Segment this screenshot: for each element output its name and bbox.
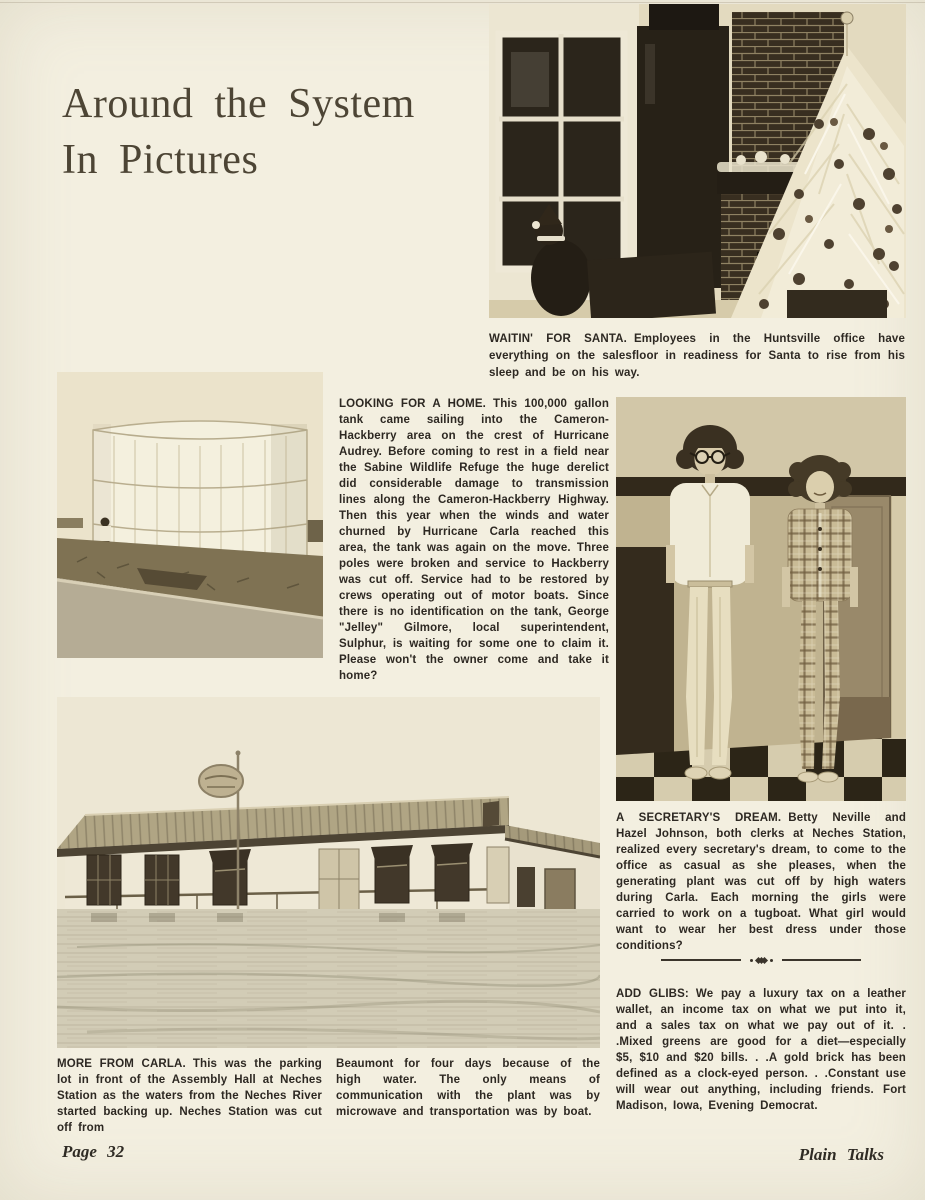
photo-storage-tank bbox=[57, 372, 323, 658]
rocking-chair bbox=[587, 252, 716, 318]
page-number: Page 32 bbox=[62, 1142, 125, 1161]
caption-body: Beaumont for four days because of the high water. The only means of communication with the plant was by microwave and transportation was by boat. bbox=[336, 1058, 600, 1118]
caption-lead: A SECRETARY'S DREAM. bbox=[616, 812, 782, 824]
horizon-left bbox=[57, 518, 83, 528]
divider-ornament bbox=[746, 958, 777, 963]
page-title-line2: In Pictures bbox=[62, 137, 259, 184]
caption-secretarys-dream bbox=[616, 810, 906, 954]
publication-name: Plain Talks bbox=[798, 1145, 884, 1164]
file-cabinet bbox=[616, 547, 674, 759]
divider-line bbox=[661, 959, 741, 961]
photo-christmas-display bbox=[489, 4, 906, 318]
divider-dot bbox=[750, 959, 753, 962]
caption-looking-for-a-home bbox=[339, 396, 609, 684]
caption-body: We pay a luxury tax on a leather wallet, an income tax on what we put into it, and a sales tax on what we pay out of it. . .Mixed greens are good for a diet—especially $5, $10 and $20 bills. . .A gold brick has been defined as a clock-eyed person. . .Constant use will wear out anything, including friends. Fort Madison, Iowa, Evening Democrat. bbox=[616, 988, 906, 1112]
photo-two-clerks bbox=[616, 397, 906, 801]
caption-body: Betty Neville and Hazel Johnson, both clerks at Neches Station, realized every secretary's dream, to come to the office as casual as she pleases, when the generating plant was cut off by high waters during Carla. Each morning the girls were carried to work on a tugboat. What girl would want to wear her best dress under those conditions? bbox=[616, 812, 906, 952]
caption-waitin-for-santa bbox=[489, 331, 905, 382]
caption-body: Employees in the Huntsville office have everything on the salesfloor in readiness for Santa to rise from his sleep and be on his way. bbox=[489, 333, 905, 379]
dark-cabinet bbox=[637, 4, 729, 288]
scan-artifact-line bbox=[0, 2, 925, 3]
upper-wall bbox=[616, 397, 906, 477]
caption-add-glibs bbox=[616, 986, 906, 1114]
caption-lead: MORE FROM CARLA. bbox=[57, 1058, 186, 1070]
caption-more-from-carla-col2 bbox=[336, 1056, 600, 1120]
photo-flooded-station bbox=[57, 697, 600, 1048]
caption-lead: ADD GLIBS: bbox=[616, 988, 689, 1000]
page-title-line1: Around the System bbox=[62, 81, 415, 128]
wall-band bbox=[616, 477, 906, 496]
caption-lead: WAITIN' FOR SANTA. bbox=[489, 333, 627, 345]
divider-dot bbox=[770, 959, 773, 962]
flood-water bbox=[57, 909, 600, 1048]
section-divider bbox=[661, 955, 861, 965]
caption-more-from-carla-col1 bbox=[57, 1056, 322, 1136]
page-title bbox=[62, 76, 482, 188]
caption-body: This was the parking lot in front of the Assembly Hall at Neches Station as the waters from the Neches River started backing up. Neches Station was cut off from bbox=[57, 1058, 322, 1134]
divider-line bbox=[782, 959, 862, 961]
caption-body: This 100,000 gallon tank came sailing into the Cameron-Hackberry area on the crest of Hurricane Audrey. Before coming to rest in a field near the Sabine Wildlife Refuge the huge derelict did considerable damage to transmission lines along the Cameron-Hackberry Highway. Then this year when the winds and water churned by Hurricane Carla reached this area, the tank was again on the move. Three poles were broken and service to Hackberry was cut off. Service had to be restored by crews operating out of motor boats. Since there is no identification on the tank, George "Jelley" Gilmore, local superintendent, Sulphur, is waiting for some one to claim it. Please won't the owner come and take it home? bbox=[339, 398, 609, 682]
caption-lead: LOOKING FOR A HOME. bbox=[339, 398, 487, 410]
tree-base-gifts bbox=[787, 290, 887, 318]
